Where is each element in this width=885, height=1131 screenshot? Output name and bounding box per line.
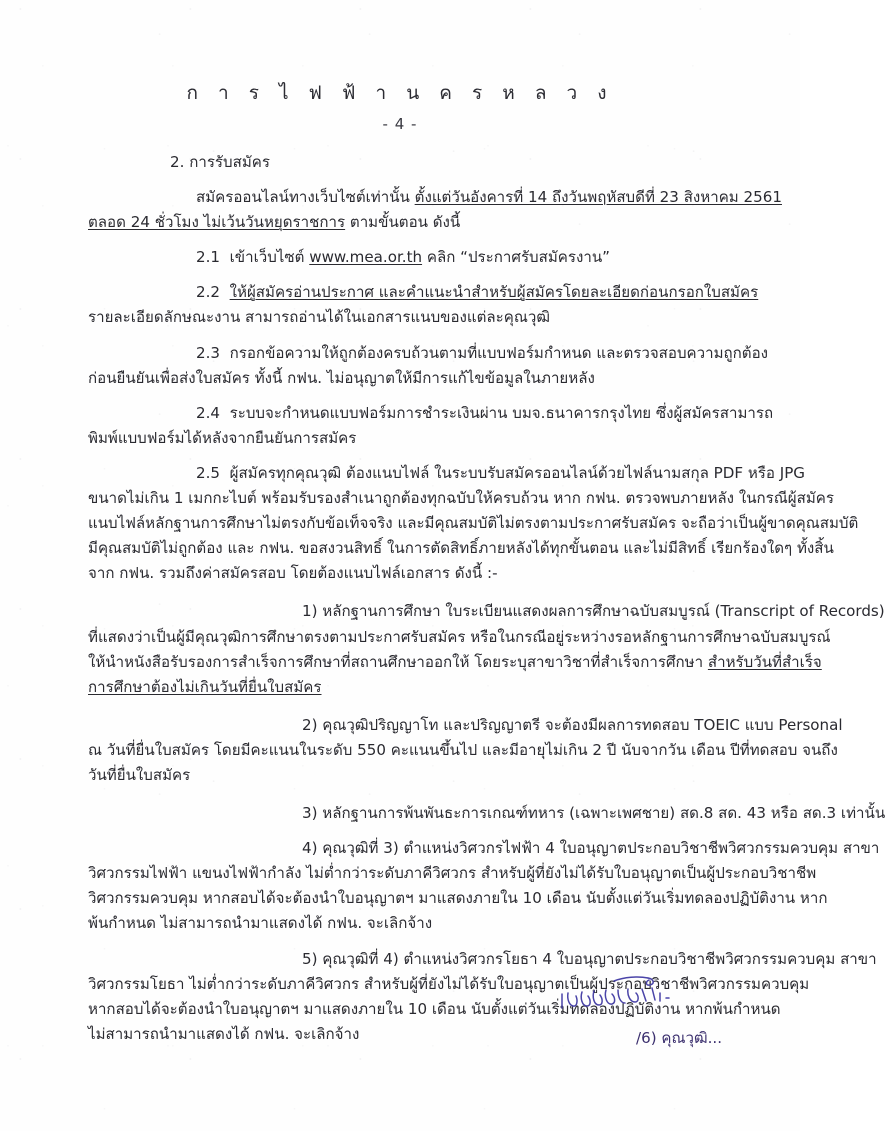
item-2-1 <box>88 245 736 270</box>
intro-line-2-plain: ตามขั้นตอน ดังนี้ <box>345 213 461 232</box>
item-2-3 <box>88 341 769 391</box>
item-2-3-line-1 <box>88 341 769 366</box>
sub-item-4-line-2: วิศวกรรมไฟฟ้า แขนงไฟฟ้ากำลัง ไม่ต่ำกว่าระดับภาคีวิศวกร สำหรับผู้ที่ยังไม่ได้รับใบอนุญาตเป็นผู้ประกอบวิชาชีพ <box>88 864 817 883</box>
handwritten-signature <box>556 972 676 1016</box>
sub-item-1-line-3 <box>88 650 822 675</box>
item-2-4-line-1-text: ระบบจะกำหนดแบบฟอร์มการชำระเงินผ่าน บมจ.ธนาคารกรุงไทย ซึ่งผู้สมัครสามารถ <box>229 403 774 422</box>
item-2-5-line-2: ขนาดไม่เกิน 1 เมกกะไบต์ พร้อมรับรองสำเนาถูกต้องทุกฉบับให้ครบถ้วน หาก กฟน. ตรวจพบภายหลัง ในกรณีผู้สมัคร <box>88 489 834 508</box>
item-2-4 <box>88 401 774 451</box>
item-2-5-line-1 <box>88 461 806 486</box>
sub-item-1-line-1: 1) หลักฐานการศึกษา ใบระเบียนแสดงผลการศึกษาฉบับสมบูรณ์ (Transcript of Records) <box>302 602 885 621</box>
item-2-3-line-2: ก่อนยืนยันเพื่อส่งใบสมัคร ทั้งนี้ กฟน. ไม่อนุญาตให้มีการแก้ไขข้อมูลในภายหลัง <box>88 368 595 387</box>
sub-item-5-line-1: 5) คุณวุฒิที่ 4) ตำแหน่งวิศวกรโยธา 4 ใบอนุญาตประกอบวิชาชีพวิศวกรรมควบคุม สาขา <box>302 949 877 968</box>
spacer <box>88 271 736 280</box>
sub-item-1-line-3-plain: ให้นำหนังสือรับรองการสำเร็จการศึกษาที่สถานศึกษาออกให้ โดยระบุสาขาวิชาที่สำเร็จการศึกษา <box>88 652 708 671</box>
sub-item-4-line-1: 4) คุณวุฒิที่ 3) ตำแหน่งวิศวกรไฟฟ้า 4 ใบอนุญาตประกอบวิชาชีพวิศวกรรมควบคุม สาขา <box>302 839 880 858</box>
spacer <box>88 236 736 245</box>
item-2-5-line-3: แนบไฟล์หลักฐานการศึกษาไม่ตรงกับข้อเท็จจริง และมีคุณสมบัติไม่ตรงตามประกาศรับสมัคร จะถือว่าเป็นผู้ขาดคุณสมบัติ <box>88 514 859 533</box>
section-heading: 2. การรับสมัคร <box>170 153 270 171</box>
item-2-5-line-4: มีคุณสมบัติไม่ถูกต้อง และ กฟน. ขอสงวนสิทธิ์ ในการตัดสิทธิ์ภายหลังได้ทุกขั้นตอน และไม่มีสิทธิ์ เรียกร้องใดๆ ทั้งสิ้น <box>88 539 834 558</box>
intro-line-1-plain: สมัครออนไลน์ทางเว็บไซต์เท่านั้น <box>196 188 415 207</box>
sub-item-5-line-3: หากสอบได้จะต้องนำใบอนุญาตฯ มาแสดงภายใน 10 เดือน นับตั้งแต่วันเริ่มทดลองปฏิบัติงาน หากพ้นกำหนด <box>88 999 781 1018</box>
intro-line-1 <box>88 185 782 210</box>
sub-item-2-line-1: 2) คุณวุฒิปริญญาโท และปริญญาตรี จะต้องมีผลการทดสอบ TOEIC แบบ Personal <box>302 715 843 734</box>
spacer <box>88 392 736 401</box>
item-2-1-text-before: เข้าเว็บไซต์ <box>229 248 310 267</box>
spacer <box>88 789 736 801</box>
item-2-1-line-1 <box>88 245 736 270</box>
item-2-5-line-5: จาก กฟน. รวมถึงค่าสมัครสอบ โดยต้องแนบไฟล์เอกสาร ดังนี้ :- <box>88 564 498 583</box>
sub-item-3 <box>88 801 885 826</box>
section-heading-block <box>88 150 736 175</box>
spacer <box>88 827 736 836</box>
sub-item-2-line-2: ณ วันที่ยื่นใบสมัคร โดยมีคะแนนในระดับ 550 คะแนนขึ้นไป และมีอายุไม่เกิน 2 ปี นับจากวัน เดือน ปีที่ทดสอบ จนถึง <box>88 740 838 759</box>
intro-paragraph <box>88 185 782 235</box>
item-2-2-line-1 <box>88 280 759 305</box>
sub-item-4 <box>88 836 880 936</box>
sub-item-2-line-3: วันที่ยื่นใบสมัคร <box>88 765 191 784</box>
item-2-1-label: 2.1 <box>196 248 221 267</box>
intro-line-2 <box>88 210 736 235</box>
item-2-1-text-after: คลิก “ประกาศรับสมัครงาน” <box>422 248 610 267</box>
item-2-3-label: 2.3 <box>196 343 221 362</box>
page-number: - 4 - <box>382 115 418 133</box>
spacer <box>88 176 736 185</box>
spacer <box>88 938 736 947</box>
sub-item-5-line-2: วิศวกรรมโยธา ไม่ต่ำกว่าระดับภาคีวิศวกร สำหรับผู้ที่ยังไม่ได้รับใบอนุญาตเป็นผู้ประกอบวิชาชีพวิศวกรรมควบคุม <box>88 974 810 993</box>
item-2-2-line-1-underlined: ให้ผู้สมัครอ่านประกาศ และคำแนะนำสำหรับผู้สมัครโดยละเอียดก่อนกรอกใบสมัคร <box>229 283 759 302</box>
sub-item-1-line-4 <box>88 675 736 700</box>
item-2-3-line-1-text: กรอกข้อความให้ถูกต้องครบถ้วนตามที่แบบฟอร์มกำหนด และตรวจสอบความถูกต้อง <box>229 343 769 362</box>
sub-item-5-line-4: ไม่สามารถนำมาแสดงได้ กฟน. จะเลิกจ้าง <box>88 1024 360 1043</box>
item-2-4-label: 2.4 <box>196 403 221 422</box>
item-2-2 <box>88 280 759 330</box>
intro-line-1-underlined: ตั้งแต่วันอังคารที่ 14 ถึงวันพฤหัสบดีที่ 23 สิงหาคม 2561 <box>414 188 782 207</box>
sub-item-1 <box>88 599 885 699</box>
organization-masthead: ก า ร ไ ฟ ฟ้ า น ค ร ห ล ว ง <box>186 82 614 104</box>
item-2-2-line-2: รายละเอียดลักษณะงาน สามารถอ่านได้ในเอกสารแนบของแต่ละคุณวุฒิ <box>88 308 550 327</box>
mea-website-link[interactable]: www.mea.or.th <box>309 248 423 267</box>
item-2-4-line-1 <box>88 401 774 426</box>
item-2-5-label: 2.5 <box>196 463 221 482</box>
sub-item-1-line-4-underlined: การศึกษาต้องไม่เกินวันที่ยื่นใบสมัคร <box>88 677 322 696</box>
spacer <box>88 452 736 461</box>
spacer <box>88 701 736 713</box>
sub-item-1-line-3-underlined: สำหรับวันที่สำเร็จ <box>707 652 822 671</box>
item-2-5-line-1-text: ผู้สมัครทุกคุณวุฒิ ต้องแนบไฟล์ ในระบบรับสมัครออนไลน์ด้วยไฟล์นามสกุล PDF หรือ JPG <box>229 463 806 482</box>
item-2-2-label: 2.2 <box>196 283 221 302</box>
intro-line-2-underlined: ตลอด 24 ชั่วโมง ไม่เว้นวันหยุดราชการ <box>88 213 346 232</box>
sub-item-3-line-1: 3) หลักฐานการพ้นพันธะการเกณฑ์ทหาร (เฉพาะเพศชาย) สด.8 สด. 43 หรือ สด.3 เท่านั้น <box>302 804 885 823</box>
sub-item-4-line-4: พ้นกำหนด ไม่สามารถนำมาแสดงได้ กฟน. จะเลิกจ้าง <box>88 914 433 933</box>
item-2-5 <box>88 461 859 586</box>
sub-item-4-line-3: วิศวกรรมควบคุม หากสอบได้จะต้องนำใบอนุญาตฯ มาแสดงภายใน 10 เดือน นับตั้งแต่วันเริ่มทดลองปฏิบัติงาน หาก <box>88 889 828 908</box>
sub-item-1-line-2: ที่แสดงว่าเป็นผู้มีคุณวุฒิการศึกษาตรงตามประกาศรับสมัคร หรือในกรณีอยู่ระหว่างรอหลักฐานการศึกษาฉบับสมบูรณ์ <box>88 627 831 646</box>
document-body <box>88 150 885 1048</box>
footer-continuation: /6) คุณวุฒิ... <box>636 1029 722 1047</box>
spacer <box>88 332 736 341</box>
item-2-4-line-2: พิมพ์แบบฟอร์มได้หลังจากยืนยันการสมัคร <box>88 428 357 447</box>
spacer <box>88 587 736 599</box>
sub-item-2 <box>88 713 843 788</box>
